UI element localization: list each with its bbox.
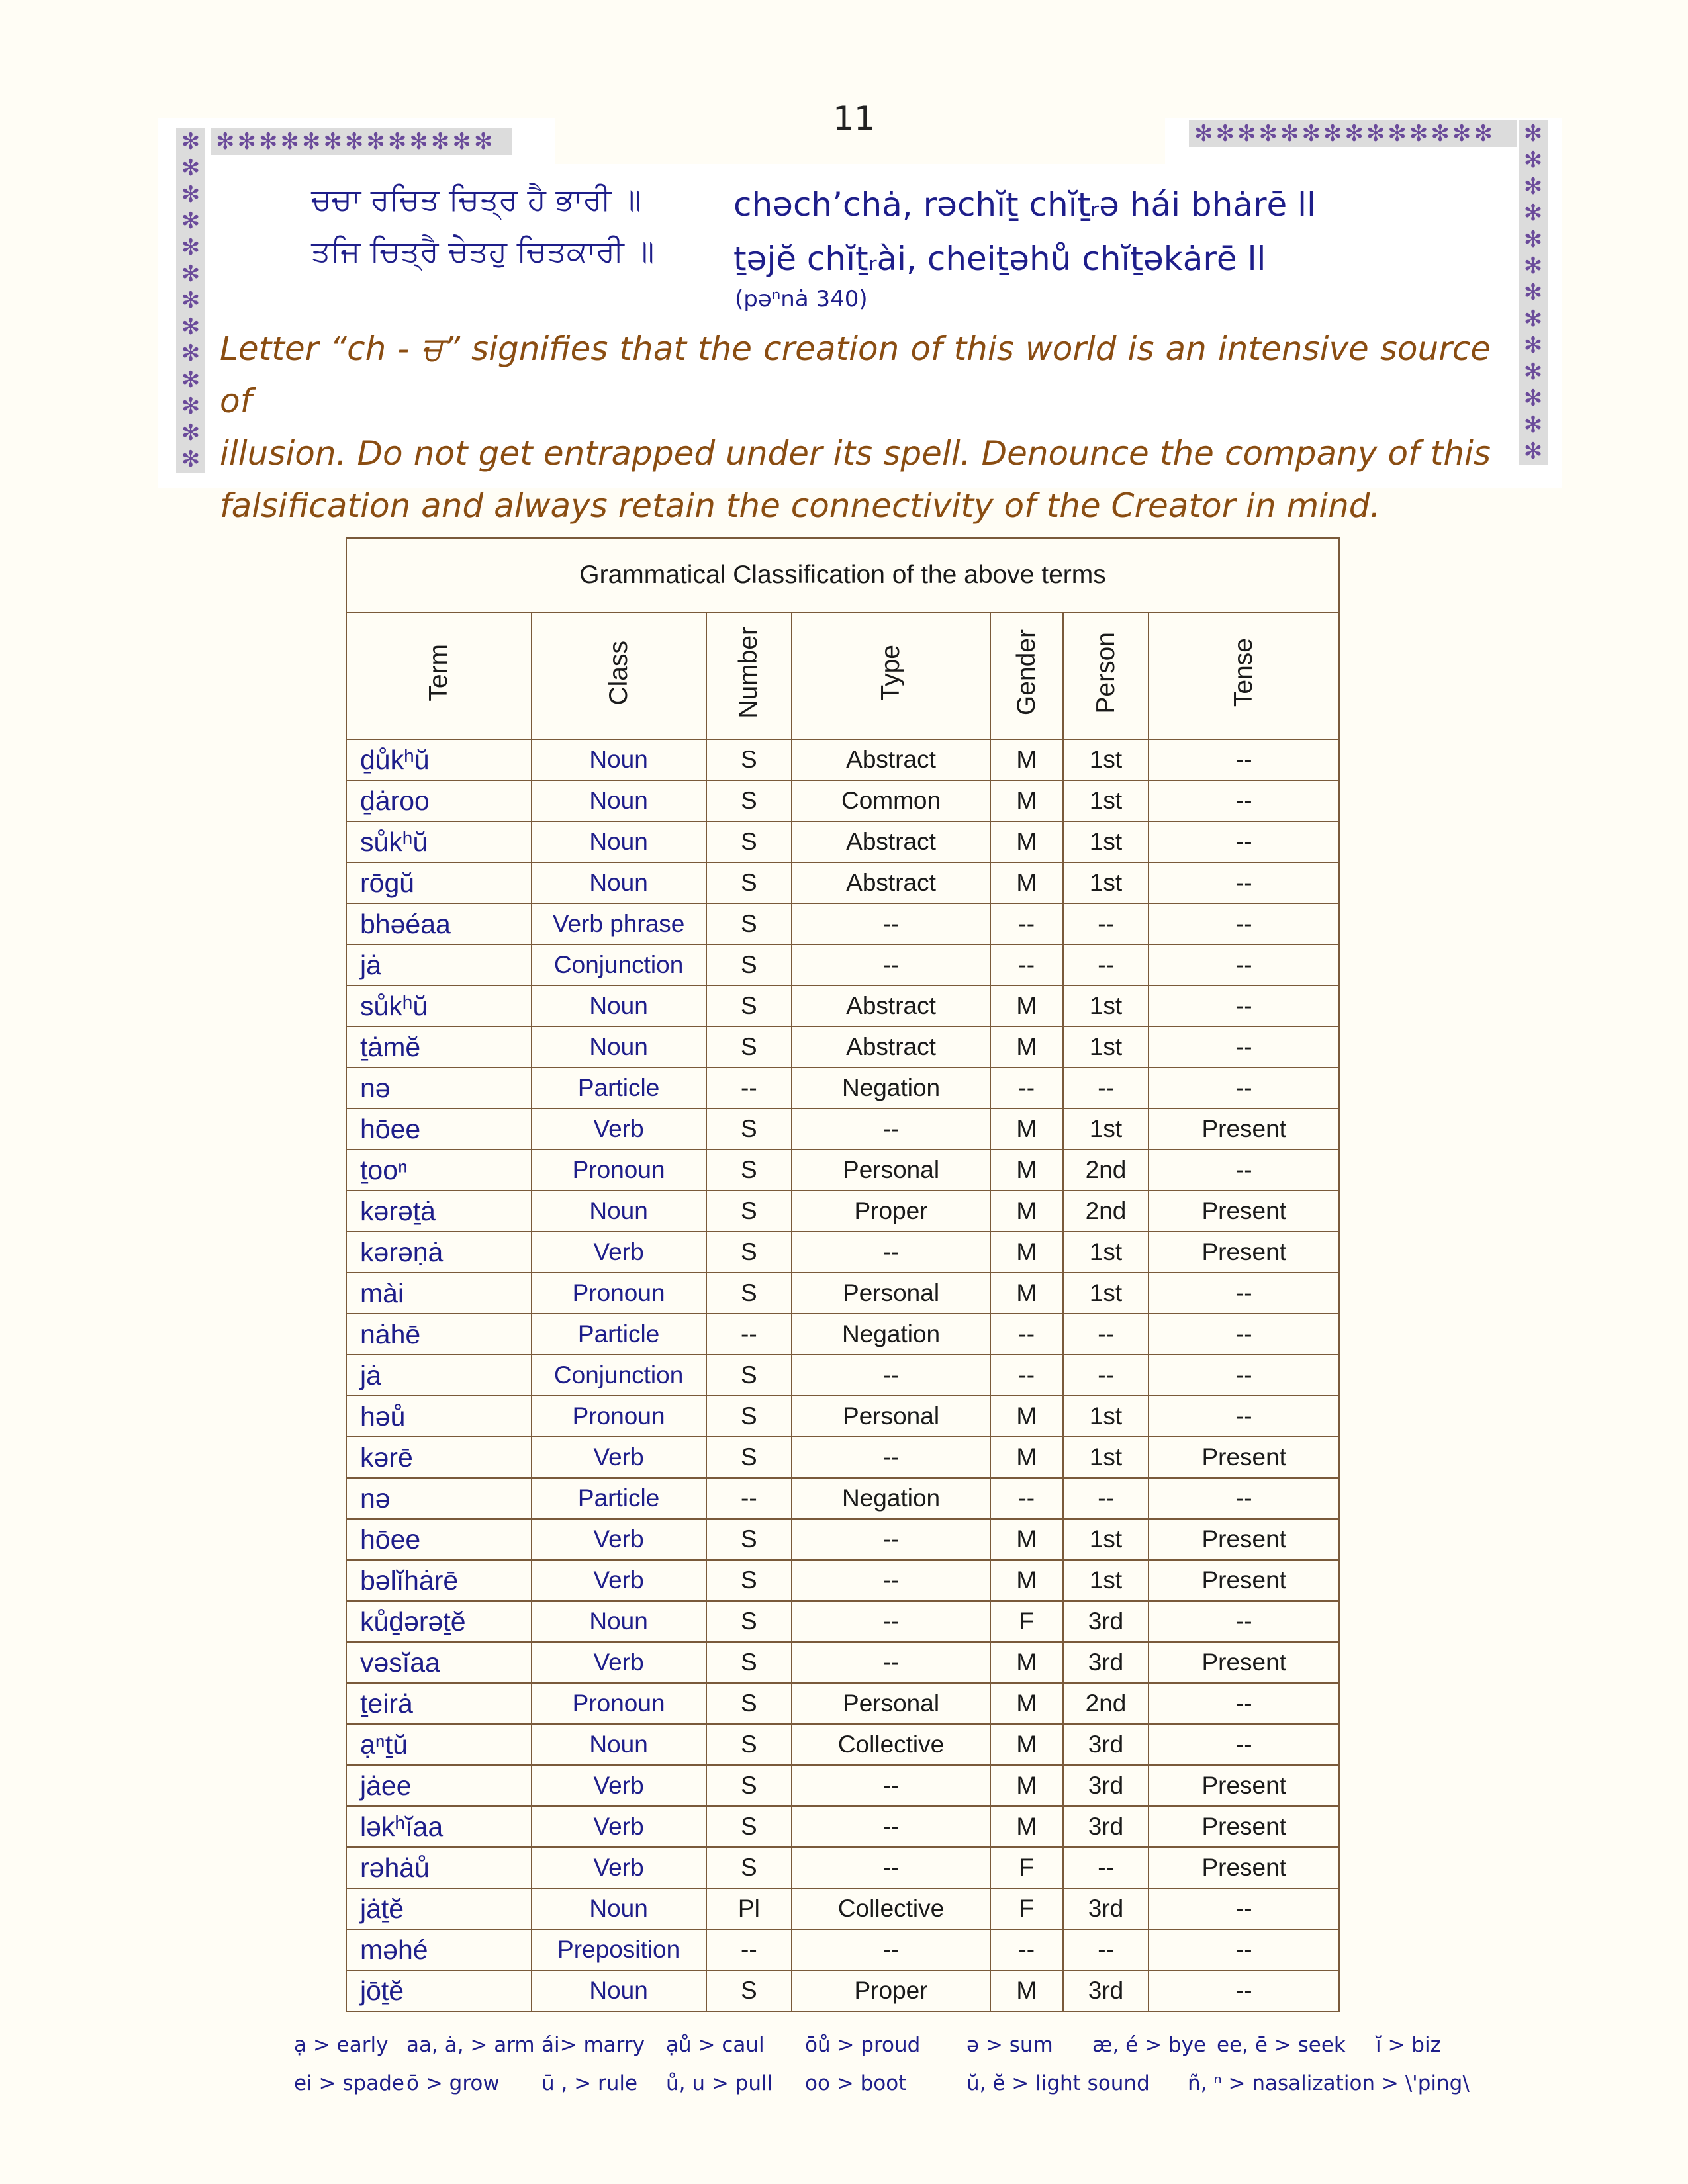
- cell-class: Noun: [532, 1026, 706, 1068]
- cell-tense: --: [1149, 944, 1339, 985]
- cell-person: 1st: [1063, 1560, 1149, 1601]
- cell-number: S: [706, 1026, 792, 1068]
- legend-item: ei > spade: [294, 2071, 404, 2095]
- cell-gender: F: [990, 1601, 1063, 1642]
- cell-number: S: [706, 821, 792, 862]
- cell-class: Noun: [532, 780, 706, 821]
- legend-item: ñ, ⁿ > nasalization > \'ping\: [1188, 2071, 1470, 2095]
- cell-number: S: [706, 1273, 792, 1314]
- cell-gender: M: [990, 1724, 1063, 1765]
- cell-person: 1st: [1063, 1026, 1149, 1068]
- legend-item: aa, ȧ, > arm: [406, 2033, 535, 2057]
- table-row: [346, 1355, 1339, 1396]
- cell-person: 3rd: [1063, 1888, 1149, 1929]
- flower-border-left: ✻ ✻ ✻ ✻ ✻ ✻ ✻ ✻ ✻ ✻ ✻ ✻ ✻: [176, 128, 205, 473]
- cell-number: S: [706, 862, 792, 903]
- cell-term: ləkʰĭaa: [346, 1806, 532, 1847]
- cell-tense: Present: [1149, 1560, 1339, 1601]
- cell-number: S: [706, 1601, 792, 1642]
- cell-type: --: [792, 1519, 990, 1560]
- cell-class: Verb: [532, 1232, 706, 1273]
- cell-term: ṯȧmĕ: [346, 1026, 532, 1068]
- cell-number: S: [706, 739, 792, 780]
- cell-class: Pronoun: [532, 1683, 706, 1724]
- cell-tense: --: [1149, 739, 1339, 780]
- cell-person: 2nd: [1063, 1683, 1149, 1724]
- table-body: [346, 739, 1339, 2011]
- meaning-line-1: Letter “ch - ਚ” signifies that the creation of this world is an intensive source of: [220, 330, 1491, 420]
- cell-class: Verb: [532, 1109, 706, 1150]
- cell-number: S: [706, 1519, 792, 1560]
- cell-number: S: [706, 985, 792, 1026]
- cell-gender: M: [990, 1970, 1063, 2011]
- table-row: [346, 1437, 1339, 1478]
- cell-tense: Present: [1149, 1847, 1339, 1888]
- table-row: [346, 1683, 1339, 1724]
- cell-term: jȧee: [346, 1765, 532, 1806]
- cell-term: nə: [346, 1068, 532, 1109]
- page-number: 11: [833, 99, 875, 138]
- cell-tense: --: [1149, 1929, 1339, 1970]
- cell-tense: --: [1149, 1026, 1339, 1068]
- cell-number: --: [706, 1314, 792, 1355]
- cell-person: 1st: [1063, 739, 1149, 780]
- cell-number: S: [706, 1765, 792, 1806]
- cell-type: Negation: [792, 1068, 990, 1109]
- cell-gender: M: [990, 1765, 1063, 1806]
- column-header-tense: [1149, 612, 1339, 739]
- cell-number: --: [706, 1068, 792, 1109]
- legend-item: ōů > proud: [805, 2033, 921, 2057]
- cell-type: --: [792, 1109, 990, 1150]
- cell-type: --: [792, 1355, 990, 1396]
- cell-gender: M: [990, 1683, 1063, 1724]
- cell-person: 1st: [1063, 1396, 1149, 1437]
- column-header-person: [1063, 612, 1149, 739]
- column-header-label: Person: [1091, 631, 1120, 714]
- cell-number: S: [706, 1642, 792, 1683]
- cell-term: jȧ: [346, 944, 532, 985]
- cell-gender: M: [990, 1232, 1063, 1273]
- cell-tense: --: [1149, 1683, 1339, 1724]
- cell-term: mài: [346, 1273, 532, 1314]
- cell-gender: --: [990, 1929, 1063, 1970]
- cell-tense: Present: [1149, 1232, 1339, 1273]
- cell-number: S: [706, 1150, 792, 1191]
- table-row: [346, 1109, 1339, 1150]
- cell-number: --: [706, 1929, 792, 1970]
- cell-person: --: [1063, 1314, 1149, 1355]
- cell-term: jōṯĕ: [346, 1970, 532, 2011]
- table-row: [346, 1806, 1339, 1847]
- cell-type: --: [792, 1765, 990, 1806]
- column-header-label: Type: [876, 645, 906, 701]
- table-row: [346, 1396, 1339, 1437]
- cell-number: S: [706, 1437, 792, 1478]
- cell-term: ṯooⁿ: [346, 1150, 532, 1191]
- cell-number: S: [706, 1109, 792, 1150]
- column-header-gender: [990, 612, 1063, 739]
- legend-item: ee, ē > seek: [1217, 2033, 1346, 2057]
- cell-class: Verb: [532, 1560, 706, 1601]
- cell-person: --: [1063, 1929, 1149, 1970]
- cell-tense: --: [1149, 862, 1339, 903]
- cell-type: --: [792, 1560, 990, 1601]
- cell-tense: --: [1149, 780, 1339, 821]
- cell-tense: --: [1149, 1068, 1339, 1109]
- cell-class: Pronoun: [532, 1150, 706, 1191]
- cell-person: --: [1063, 1355, 1149, 1396]
- cell-term: ṯeirȧ: [346, 1683, 532, 1724]
- cell-gender: M: [990, 1026, 1063, 1068]
- cell-person: 1st: [1063, 1437, 1149, 1478]
- cell-gender: M: [990, 821, 1063, 862]
- cell-type: --: [792, 1232, 990, 1273]
- cell-class: Verb: [532, 1765, 706, 1806]
- cell-gender: --: [990, 1355, 1063, 1396]
- cell-term: vəsĭaa: [346, 1642, 532, 1683]
- cell-tense: --: [1149, 903, 1339, 944]
- table-header-row: [346, 612, 1339, 739]
- cell-gender: M: [990, 1806, 1063, 1847]
- cell-type: Abstract: [792, 739, 990, 780]
- cell-type: Collective: [792, 1888, 990, 1929]
- table-row: [346, 1519, 1339, 1560]
- cell-tense: Present: [1149, 1191, 1339, 1232]
- cell-type: Proper: [792, 1191, 990, 1232]
- column-header-label: Class: [604, 640, 633, 705]
- table-row: [346, 862, 1339, 903]
- column-header-label: Term: [424, 644, 453, 702]
- legend-item: ū , > rule: [541, 2071, 638, 2095]
- cell-number: S: [706, 780, 792, 821]
- cell-gender: M: [990, 1109, 1063, 1150]
- verse-transliteration-line-2: ṯəjĕ chĭṯᵣài, cheiṯəhů chĭṯəkȧrē ll: [733, 240, 1266, 278]
- column-header-number: [706, 612, 792, 739]
- verse-meaning: [220, 323, 1491, 532]
- cell-term: hōee: [346, 1519, 532, 1560]
- cell-type: --: [792, 1642, 990, 1683]
- cell-class: Particle: [532, 1314, 706, 1355]
- legend-item: ái> marry: [541, 2033, 645, 2057]
- column-header-label: Tense: [1229, 638, 1258, 707]
- cell-gender: M: [990, 1396, 1063, 1437]
- flower-border-top-right: ✻✻✻✻✻✻✻✻✻✻✻✻✻✻: [1189, 120, 1517, 147]
- table-row: [346, 780, 1339, 821]
- cell-type: --: [792, 1437, 990, 1478]
- cell-type: --: [792, 1806, 990, 1847]
- cell-type: --: [792, 1601, 990, 1642]
- cell-person: 3rd: [1063, 1642, 1149, 1683]
- cell-tense: --: [1149, 1970, 1339, 2011]
- cell-type: Common: [792, 780, 990, 821]
- flower-border-right: ✻ ✻ ✻ ✻ ✻ ✻ ✻ ✻ ✻ ✻ ✻ ✻ ✻: [1519, 120, 1548, 465]
- cell-term: jȧ: [346, 1355, 532, 1396]
- cell-term: ḏůkʰŭ: [346, 739, 532, 780]
- verse-gurmukhi-line-2: ਤਜਿ ਚਿਤ੍ਰੈ ਚੇਤਹੁ ਚਿਤਕਾਰੀ ॥: [311, 233, 655, 269]
- cell-tense: Present: [1149, 1642, 1339, 1683]
- cell-gender: M: [990, 985, 1063, 1026]
- cell-class: Pronoun: [532, 1396, 706, 1437]
- cell-class: Verb: [532, 1642, 706, 1683]
- cell-term: həů: [346, 1396, 532, 1437]
- column-header-type: [792, 612, 990, 739]
- cell-class: Conjunction: [532, 944, 706, 985]
- cell-number: S: [706, 1724, 792, 1765]
- cell-term: rəhȧů: [346, 1847, 532, 1888]
- legend-item: oo > boot: [805, 2071, 907, 2095]
- cell-class: Particle: [532, 1478, 706, 1519]
- cell-number: S: [706, 1191, 792, 1232]
- cell-term: jȧṯĕ: [346, 1888, 532, 1929]
- cell-gender: M: [990, 1150, 1063, 1191]
- table-row: [346, 944, 1339, 985]
- cell-person: --: [1063, 1068, 1149, 1109]
- cell-number: S: [706, 1355, 792, 1396]
- table-row: [346, 1191, 1339, 1232]
- cell-tense: --: [1149, 1396, 1339, 1437]
- table-row: [346, 1847, 1339, 1888]
- table-row: [346, 1068, 1339, 1109]
- cell-type: --: [792, 1847, 990, 1888]
- cell-number: S: [706, 1396, 792, 1437]
- table-row: [346, 1478, 1339, 1519]
- cell-gender: M: [990, 1437, 1063, 1478]
- table-caption: Grammatical Classification of the above terms: [346, 538, 1339, 612]
- cell-person: 1st: [1063, 1519, 1149, 1560]
- cell-gender: --: [990, 1478, 1063, 1519]
- cell-person: 3rd: [1063, 1601, 1149, 1642]
- cell-tense: --: [1149, 1478, 1339, 1519]
- cell-number: Pl: [706, 1888, 792, 1929]
- cell-person: 3rd: [1063, 1724, 1149, 1765]
- cell-class: Particle: [532, 1068, 706, 1109]
- cell-type: Personal: [792, 1150, 990, 1191]
- table-row: [346, 1232, 1339, 1273]
- cell-term: rōgŭ: [346, 862, 532, 903]
- cell-number: S: [706, 1683, 792, 1724]
- cell-gender: --: [990, 903, 1063, 944]
- table-row: [346, 739, 1339, 780]
- column-header-class: [532, 612, 706, 739]
- cell-type: Abstract: [792, 862, 990, 903]
- cell-term: sůkʰŭ: [346, 985, 532, 1026]
- cell-gender: --: [990, 1314, 1063, 1355]
- cell-person: --: [1063, 903, 1149, 944]
- cell-type: Abstract: [792, 821, 990, 862]
- cell-term: nȧhē: [346, 1314, 532, 1355]
- cell-type: Abstract: [792, 985, 990, 1026]
- table-row: [346, 1026, 1339, 1068]
- cell-tense: --: [1149, 1355, 1339, 1396]
- cell-type: Personal: [792, 1683, 990, 1724]
- cell-person: 1st: [1063, 780, 1149, 821]
- cell-class: Verb phrase: [532, 903, 706, 944]
- meaning-line-2: illusion. Do not get entrapped under its spell. Denounce the company of this: [220, 434, 1491, 473]
- cell-gender: M: [990, 1519, 1063, 1560]
- cell-class: Preposition: [532, 1929, 706, 1970]
- cell-class: Noun: [532, 1888, 706, 1929]
- cell-tense: --: [1149, 821, 1339, 862]
- cell-person: --: [1063, 1478, 1149, 1519]
- cell-person: 3rd: [1063, 1806, 1149, 1847]
- cell-number: S: [706, 1806, 792, 1847]
- cell-person: 1st: [1063, 862, 1149, 903]
- verse-transliteration-line-1: chəch’chȧ, rəchĭṯ chĭṯᵣə hái bhȧrē ll: [733, 185, 1316, 224]
- cell-term: ạⁿṯŭ: [346, 1724, 532, 1765]
- cell-class: Verb: [532, 1847, 706, 1888]
- cell-number: S: [706, 944, 792, 985]
- cell-term: hōee: [346, 1109, 532, 1150]
- cell-term: bhəéaa: [346, 903, 532, 944]
- table-row: [346, 1601, 1339, 1642]
- cell-gender: F: [990, 1888, 1063, 1929]
- cell-term: kərē: [346, 1437, 532, 1478]
- cell-type: Proper: [792, 1970, 990, 2011]
- cell-number: S: [706, 1232, 792, 1273]
- column-header-label: Number: [734, 627, 763, 719]
- table-row: [346, 1724, 1339, 1765]
- table-row: [346, 1273, 1339, 1314]
- cell-number: --: [706, 1478, 792, 1519]
- cell-type: Negation: [792, 1314, 990, 1355]
- cell-person: 1st: [1063, 1232, 1149, 1273]
- legend-item: ĭ > biz: [1376, 2033, 1441, 2057]
- table-row: [346, 1314, 1339, 1355]
- meaning-line-3: falsification and always retain the connectivity of the Creator in mind.: [220, 486, 1381, 525]
- cell-class: Noun: [532, 1970, 706, 2011]
- table-row: [346, 821, 1339, 862]
- cell-tense: Present: [1149, 1765, 1339, 1806]
- cell-person: 3rd: [1063, 1970, 1149, 2011]
- cell-person: 2nd: [1063, 1191, 1149, 1232]
- cell-term: bəlĭhȧrē: [346, 1560, 532, 1601]
- table-row: [346, 1150, 1339, 1191]
- column-header-term: [346, 612, 532, 739]
- cell-class: Noun: [532, 1724, 706, 1765]
- cell-tense: Present: [1149, 1519, 1339, 1560]
- legend-item: ə > sum: [966, 2033, 1053, 2057]
- cell-tense: Present: [1149, 1109, 1339, 1150]
- cell-class: Conjunction: [532, 1355, 706, 1396]
- table-row: [346, 1560, 1339, 1601]
- cell-number: S: [706, 903, 792, 944]
- legend-item: ŭ, ĕ > light sound: [966, 2071, 1150, 2095]
- legend-item: ạ > early: [294, 2033, 389, 2057]
- cell-class: Pronoun: [532, 1273, 706, 1314]
- table-row: [346, 1929, 1339, 1970]
- verse-gurmukhi-line-1: ਚਚਾ ਰਚਿਤ ਚਿਤ੍ਰ ਹੈ ਭਾਰੀ ॥: [311, 181, 641, 217]
- cell-type: Negation: [792, 1478, 990, 1519]
- cell-person: --: [1063, 1847, 1149, 1888]
- cell-class: Verb: [532, 1519, 706, 1560]
- cell-type: Personal: [792, 1396, 990, 1437]
- cell-person: --: [1063, 944, 1149, 985]
- cell-tense: --: [1149, 1724, 1339, 1765]
- cell-person: 1st: [1063, 985, 1149, 1026]
- cell-term: ḏȧroo: [346, 780, 532, 821]
- cell-tense: --: [1149, 1314, 1339, 1355]
- table-row: [346, 985, 1339, 1026]
- legend-item: ạů > caul: [666, 2033, 765, 2057]
- cell-gender: M: [990, 739, 1063, 780]
- cell-type: Personal: [792, 1273, 990, 1314]
- cell-class: Noun: [532, 1191, 706, 1232]
- cell-gender: M: [990, 1642, 1063, 1683]
- cell-tense: --: [1149, 1601, 1339, 1642]
- cell-tense: --: [1149, 1273, 1339, 1314]
- cell-tense: --: [1149, 1150, 1339, 1191]
- cell-gender: --: [990, 1068, 1063, 1109]
- cell-gender: M: [990, 862, 1063, 903]
- cell-number: S: [706, 1847, 792, 1888]
- cell-tense: Present: [1149, 1806, 1339, 1847]
- cell-number: S: [706, 1970, 792, 2011]
- cell-tense: --: [1149, 985, 1339, 1026]
- cell-gender: F: [990, 1847, 1063, 1888]
- legend-item: ō > grow: [406, 2071, 500, 2095]
- cell-number: S: [706, 1560, 792, 1601]
- cell-type: Abstract: [792, 1026, 990, 1068]
- legend-item: ů, u > pull: [666, 2071, 773, 2095]
- cell-term: kərəṯȧ: [346, 1191, 532, 1232]
- cell-class: Noun: [532, 985, 706, 1026]
- cell-tense: --: [1149, 1888, 1339, 1929]
- flower-border-top-left: ✻✻✻✻✻✻✻✻✻✻✻✻✻: [211, 128, 512, 155]
- table-row: [346, 1970, 1339, 2011]
- cell-type: --: [792, 1929, 990, 1970]
- cell-gender: M: [990, 1273, 1063, 1314]
- cell-type: --: [792, 944, 990, 985]
- cell-class: Verb: [532, 1806, 706, 1847]
- table-row: [346, 1888, 1339, 1929]
- cell-class: Noun: [532, 1601, 706, 1642]
- verse-page-reference: (pəⁿnȧ 340): [735, 286, 868, 312]
- cell-class: Noun: [532, 739, 706, 780]
- table-row: [346, 903, 1339, 944]
- cell-person: 1st: [1063, 821, 1149, 862]
- cell-gender: M: [990, 1191, 1063, 1232]
- cell-person: 2nd: [1063, 1150, 1149, 1191]
- cell-type: --: [792, 903, 990, 944]
- cell-person: 1st: [1063, 1109, 1149, 1150]
- table-row: [346, 1765, 1339, 1806]
- table-row: [346, 1642, 1339, 1683]
- cell-class: Noun: [532, 862, 706, 903]
- cell-term: sůkʰŭ: [346, 821, 532, 862]
- cell-class: Verb: [532, 1437, 706, 1478]
- cell-term: məhé: [346, 1929, 532, 1970]
- cell-gender: M: [990, 780, 1063, 821]
- column-header-label: Gender: [1011, 629, 1041, 716]
- cell-person: 1st: [1063, 1273, 1149, 1314]
- cell-tense: Present: [1149, 1437, 1339, 1478]
- cell-person: 3rd: [1063, 1765, 1149, 1806]
- cell-term: kərəṇȧ: [346, 1232, 532, 1273]
- cell-gender: M: [990, 1560, 1063, 1601]
- grammar-table: [346, 537, 1340, 2012]
- cell-term: nə: [346, 1478, 532, 1519]
- cell-gender: --: [990, 944, 1063, 985]
- cell-class: Noun: [532, 821, 706, 862]
- legend-item: æ, é > bye: [1092, 2033, 1206, 2057]
- cell-term: kůḏərəṯĕ: [346, 1601, 532, 1642]
- cell-type: Collective: [792, 1724, 990, 1765]
